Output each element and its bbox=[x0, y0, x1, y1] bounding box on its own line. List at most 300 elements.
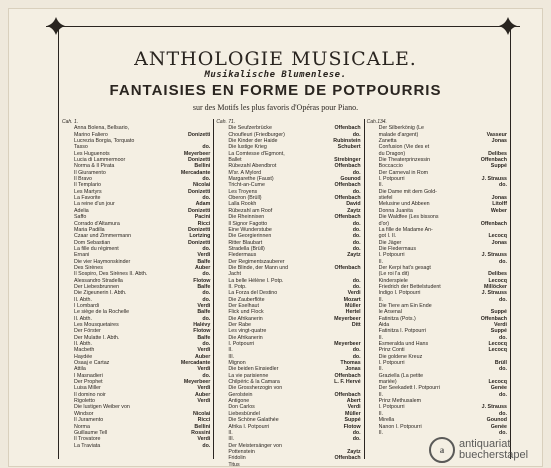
entry-title: Die Jäger bbox=[378, 239, 402, 246]
entry-composer: do. bbox=[202, 195, 211, 202]
catalog-number: Cah. 1. bbox=[62, 119, 79, 125]
entry-title: Lucrezia Borgia, Torquato bbox=[74, 138, 135, 145]
entry-composer: do. bbox=[352, 353, 361, 360]
entry-composer: Offenbach bbox=[334, 163, 361, 170]
entry-composer: J. Strauss bbox=[481, 176, 507, 183]
entry-title: II. Potp. bbox=[228, 283, 247, 290]
entry-title: Prinz Conti bbox=[378, 347, 405, 354]
entry-composer: do. bbox=[202, 442, 211, 449]
entry-composer: Suppé bbox=[490, 309, 507, 316]
entry-title: Der Prophet bbox=[74, 379, 103, 386]
entry-title: Fatinitza (Pots.) bbox=[378, 315, 416, 322]
entry-composer: Offenbach bbox=[334, 372, 361, 379]
entry-title: La Forza del Destino bbox=[228, 290, 278, 297]
entry-composer: Thomas bbox=[340, 360, 361, 367]
entry-composer: Balfe bbox=[197, 283, 211, 290]
entry-title: La Favorite bbox=[74, 195, 101, 202]
entry-title: Haydée bbox=[74, 353, 93, 360]
entry-composer: Jonas bbox=[345, 366, 361, 373]
entry-title: Die Afrikanerin bbox=[228, 315, 263, 322]
entry-title: Les Mousquetaires bbox=[74, 322, 119, 328]
catalog-column bbox=[214, 119, 364, 468]
entry-title: I. Potpourri bbox=[378, 252, 405, 259]
entry-composer: Meyerbeer bbox=[334, 341, 361, 348]
entry-title: Gerolstein bbox=[228, 391, 253, 398]
entry-title: Boccaccio bbox=[378, 163, 403, 170]
ornament-left-icon bbox=[44, 14, 68, 38]
entry-title: Aida bbox=[378, 322, 390, 328]
entry-composer: Verdi bbox=[197, 385, 211, 392]
entry-title: Die vier Haymonskinder bbox=[74, 258, 131, 265]
entry-title: Antigone bbox=[228, 398, 250, 405]
entry-composer: do. bbox=[352, 188, 361, 195]
entry-title: Alessandro Stradella bbox=[74, 277, 123, 284]
entry-title: Macbeth bbox=[74, 347, 95, 354]
entry-composer: Abert bbox=[346, 398, 361, 405]
entry-title: Die Grossherzogin von bbox=[228, 385, 283, 392]
entry-title: Lalla Rookh bbox=[228, 201, 257, 208]
entry-composer: Adam bbox=[195, 201, 211, 208]
entry-composer: J. Strauss bbox=[481, 404, 507, 411]
entry-title: Der Eselhaut bbox=[228, 302, 259, 309]
entry-title: La Comtesse d'Egmont, bbox=[228, 150, 285, 157]
entry-composer: Zaytz bbox=[347, 207, 361, 214]
entry-composer: do. bbox=[499, 258, 507, 265]
entry-title: I. Potpourri bbox=[378, 404, 405, 411]
entry-title: Don Carlos bbox=[228, 404, 255, 411]
entry-composer: Donizetti bbox=[187, 131, 211, 138]
entry-composer: Pacini bbox=[194, 214, 211, 221]
entry-composer: do. bbox=[499, 182, 507, 189]
entry-title: Eine Wunderstube bbox=[228, 226, 272, 233]
entry-title: Die Waldfee (Les bissons bbox=[378, 214, 439, 221]
entry-composer: Offenbach bbox=[334, 125, 361, 132]
entry-composer: Bellini bbox=[194, 163, 211, 170]
entry-title: I Lombardi bbox=[74, 302, 100, 309]
entry-composer: Strebinger bbox=[334, 157, 361, 164]
entry-composer: do. bbox=[202, 341, 211, 348]
entry-composer: Lecocq bbox=[488, 277, 507, 284]
entry-title: La belle Hélène I. Potp. bbox=[228, 277, 284, 284]
entry-title: du Dragon) bbox=[378, 150, 406, 157]
entry-title: La reine d'un jour bbox=[74, 201, 115, 208]
watermark-line2: buecherstapel bbox=[459, 449, 529, 461]
entry-title: Margarethe (Faust) bbox=[228, 176, 274, 183]
entry-title: Il Templario bbox=[74, 182, 101, 189]
page-tagline: sur des Motifs les plus favoris d'Opéras pour Piano. bbox=[192, 103, 359, 112]
entry-composer: do. bbox=[352, 220, 361, 227]
entry-title: II. bbox=[378, 429, 384, 436]
entry-composer: Lortzing bbox=[189, 233, 211, 240]
entry-title: II. bbox=[378, 334, 384, 341]
entry-composer: Donizetti bbox=[187, 157, 211, 164]
catalog-entry bbox=[60, 443, 213, 449]
entry-composer: Flotow bbox=[193, 277, 211, 284]
entry-title: Die Schöne Galathée bbox=[228, 417, 279, 424]
entry-composer: Donizetti bbox=[187, 188, 211, 195]
entry-composer: Lecocq bbox=[488, 347, 507, 354]
entry-title: Die Georgierinnen bbox=[228, 233, 272, 240]
entry-title: Norma & Il Pirata bbox=[74, 163, 115, 170]
entry-title: Jacht bbox=[228, 271, 241, 278]
entry-title: II. bbox=[378, 182, 384, 189]
entry-composer: Donizetti bbox=[187, 207, 211, 214]
entry-title: M'sr. A Mylord bbox=[228, 169, 262, 176]
entry-title: Ballet bbox=[228, 157, 242, 164]
entry-composer: Bellini bbox=[194, 423, 211, 430]
entry-composer: Suppé bbox=[344, 417, 361, 424]
entry-title: Les vingt-quatre bbox=[228, 328, 267, 335]
entry-composer: J. Strauss bbox=[481, 252, 507, 259]
entry-title: II. Abth. bbox=[74, 315, 92, 322]
entry-composer: Nicolai bbox=[192, 182, 211, 189]
entry-composer: Ditt bbox=[351, 322, 361, 328]
entry-title: Fledermaus bbox=[228, 252, 257, 259]
entry-composer: do. bbox=[202, 290, 211, 297]
entry-title: Die goldene Kreuz bbox=[378, 353, 423, 360]
entry-title: I. Potpourri bbox=[228, 341, 255, 348]
entry-composer: Offenbach bbox=[334, 182, 361, 189]
entry-title: Die Rheinnixen bbox=[228, 214, 265, 221]
entry-composer: Verdi bbox=[347, 404, 361, 411]
entry-composer: Donizetti bbox=[187, 239, 211, 246]
entry-composer: Offenbach bbox=[480, 315, 507, 322]
catalog-entry bbox=[214, 462, 363, 468]
entry-title: Les Troyens bbox=[228, 188, 258, 195]
entry-title: Ritter Blaubart bbox=[228, 239, 263, 246]
entry-composer: do. bbox=[202, 176, 211, 183]
entry-title: Die Kinder der Haide bbox=[228, 138, 278, 145]
entry-title: II. bbox=[378, 410, 384, 417]
entry-title: Die beiden Einsiedler bbox=[228, 366, 279, 373]
watermark-line1: antiquariat bbox=[459, 438, 511, 450]
entry-composer: Delibes bbox=[488, 271, 507, 278]
entry-composer: do. bbox=[352, 226, 361, 233]
entry-composer: Auber bbox=[195, 353, 211, 360]
entry-composer: Jonas bbox=[491, 195, 507, 202]
entry-composer: Auber bbox=[195, 391, 211, 398]
entry-composer: Offenbach bbox=[334, 195, 361, 202]
entry-composer: Meyerbeer bbox=[334, 315, 361, 322]
entry-composer: Offenbach bbox=[334, 391, 361, 398]
entry-title: Melusine und Abbeen bbox=[378, 201, 430, 208]
entry-composer: do. bbox=[499, 296, 507, 303]
entry-title: Ernani bbox=[74, 252, 90, 259]
entry-title: Dom Sebastian bbox=[74, 239, 111, 246]
entry-title: stiefel bbox=[378, 195, 393, 202]
page-subtitle: Musikalische Blumenlese. bbox=[204, 70, 347, 80]
entry-title: Der Seekadett I. Potpourri bbox=[378, 385, 440, 392]
entry-composer: Halévy bbox=[193, 322, 211, 328]
entry-title: Flick und Flock bbox=[228, 309, 264, 316]
entry-composer: Ricci bbox=[197, 220, 211, 227]
entry-composer: Weber bbox=[490, 207, 507, 214]
entry-title: Graziella (La petite bbox=[378, 372, 424, 379]
entry-composer: Verdi bbox=[197, 347, 211, 354]
entry-title: Der Mulatte I. Abth. bbox=[74, 334, 120, 341]
entry-composer: Auber bbox=[195, 264, 211, 271]
entry-title: Pottenstein bbox=[228, 448, 255, 455]
entry-title: Mirella bbox=[378, 417, 395, 424]
entry-composer: Lecocq bbox=[488, 233, 507, 240]
entry-composer: do. bbox=[352, 169, 361, 176]
entry-composer: Lecocq bbox=[488, 341, 507, 348]
entry-composer: do. bbox=[352, 233, 361, 240]
entry-title: II. bbox=[378, 366, 384, 373]
entry-title: Le siège de la Rochelle bbox=[74, 309, 130, 316]
entry-title: Oberon (Brüll) bbox=[228, 195, 262, 202]
entry-composer: Offenbach bbox=[334, 264, 361, 271]
entry-composer: do. bbox=[352, 239, 361, 246]
entry-composer: Gounod bbox=[340, 176, 361, 183]
entry-composer: Litolff bbox=[492, 201, 507, 208]
entry-composer: Jonas bbox=[491, 138, 507, 145]
entry-title: Nanon I. Potpourri bbox=[378, 423, 422, 430]
entry-title: Des Sirènes bbox=[74, 264, 103, 271]
entry-title: Windsor bbox=[74, 410, 94, 417]
entry-composer: do. bbox=[202, 245, 211, 252]
entry-title: Norma bbox=[74, 423, 90, 430]
catalog-column bbox=[365, 119, 510, 459]
entry-title: Czaar und Zimmermann bbox=[74, 233, 132, 240]
entry-title: le Arsenal bbox=[378, 309, 402, 316]
entry-title: II. Abth. bbox=[74, 296, 92, 303]
entry-title: Die Dame mit dem Gold- bbox=[378, 188, 437, 195]
entry-composer: Offenbach bbox=[480, 157, 507, 164]
entry-title: II. bbox=[228, 347, 233, 354]
entry-title: Der Carneval in Rom bbox=[378, 169, 429, 176]
entry-title: Tricht-an-Cume bbox=[228, 182, 265, 189]
entry-composer: do. bbox=[352, 277, 361, 284]
entry-title: I. Potpourri bbox=[378, 176, 405, 183]
entry-composer: Offenbach bbox=[334, 214, 361, 221]
entry-title: II. bbox=[378, 296, 384, 303]
entry-title: II. Abth. bbox=[74, 341, 92, 348]
entry-composer: Verdi bbox=[197, 398, 211, 405]
entry-composer: Genée bbox=[490, 385, 507, 392]
entry-title: d'or) bbox=[378, 220, 390, 227]
entry-title: Saffo bbox=[74, 214, 87, 221]
entry-title: I Masnadieri bbox=[74, 372, 103, 379]
entry-title: Der Liebesbrunnen bbox=[74, 283, 120, 290]
entry-title: III. bbox=[228, 436, 235, 443]
watermark-logo-icon: a bbox=[429, 437, 455, 463]
entry-composer: Flotow bbox=[343, 423, 361, 430]
entry-title: Der Förster bbox=[74, 328, 101, 335]
entry-title: Il Signor Fagotto bbox=[228, 220, 268, 227]
entry-composer: Vasseur bbox=[486, 131, 507, 138]
entry-composer: do. bbox=[499, 391, 507, 398]
catalog-column bbox=[60, 119, 214, 459]
entry-title: Il Bravo bbox=[74, 176, 92, 183]
entry-title: mariée) bbox=[378, 379, 397, 386]
entry-title: Die lustigen Weiber von bbox=[74, 404, 130, 411]
entry-title: Rübezahl Abendbrot bbox=[228, 163, 277, 170]
entry-title: Chilpéric & la Camara bbox=[228, 379, 280, 386]
entry-title: II. bbox=[378, 258, 384, 265]
entry-composer: Delibes bbox=[488, 150, 507, 157]
entry-title: Der Regimentszauberer bbox=[228, 258, 285, 265]
entry-composer: Rossini bbox=[191, 429, 211, 436]
entry-composer: Offenbach bbox=[480, 220, 507, 227]
entry-title: Les Martyrs bbox=[74, 188, 102, 195]
entry-title: Kinderspiele bbox=[378, 277, 408, 284]
entry-composer: Zaytz bbox=[347, 448, 361, 455]
entry-composer: Mercadante bbox=[180, 169, 211, 176]
entry-composer: Suppé bbox=[490, 328, 507, 335]
entry-title: Die Seufzerbrücke bbox=[228, 125, 272, 132]
entry-title: Der Rabe bbox=[228, 322, 251, 328]
entry-composer: Balfe bbox=[197, 309, 211, 316]
entry-composer: do. bbox=[352, 131, 361, 138]
entry-title: La fille de Madame An- bbox=[378, 226, 433, 233]
entry-composer: Verdi bbox=[197, 436, 211, 443]
entry-composer: Hertel bbox=[345, 309, 361, 316]
entry-title: Fridolin bbox=[228, 455, 246, 462]
entry-composer: Balfe bbox=[197, 334, 211, 341]
catalog-number: Cah. 71. bbox=[216, 119, 236, 125]
entry-title: Mignon bbox=[228, 360, 246, 367]
entry-title: Les Huguenots bbox=[74, 150, 110, 157]
entry-title: Prinz Methusalem bbox=[378, 398, 422, 405]
entry-composer: Zaytz bbox=[347, 252, 361, 259]
entry-title: Die Blinde, der Mann und bbox=[228, 264, 289, 271]
entry-title: Die Tiere am Ein Ende bbox=[378, 302, 432, 309]
entry-composer: Nicolai bbox=[192, 410, 211, 417]
entry-composer: do. bbox=[352, 347, 361, 354]
entry-composer: Ricci bbox=[197, 417, 211, 424]
entry-composer: do. bbox=[202, 372, 211, 379]
entry-composer: do. bbox=[499, 429, 507, 436]
entry-title: Maria Padilla bbox=[74, 226, 105, 233]
entry-title: Stradella (Brüll) bbox=[228, 245, 265, 252]
entry-title: Anna Bolena, Bellsario, bbox=[74, 125, 130, 132]
watermark bbox=[429, 435, 547, 465]
entry-title: Lucia di Lammermoor bbox=[74, 157, 126, 164]
entry-composer: Balfe bbox=[197, 258, 211, 265]
entry-composer: do. bbox=[352, 245, 361, 252]
entry-title: Die Zauberflöte bbox=[228, 296, 265, 303]
catalog-columns bbox=[60, 119, 510, 468]
entry-composer: do. bbox=[352, 429, 361, 436]
entry-composer: do. bbox=[352, 283, 361, 290]
entry-title: Il Giuramento bbox=[74, 169, 106, 176]
entry-title: Friedrich der Bettelstudent bbox=[378, 283, 441, 290]
entry-title: Die lustige Krieg bbox=[228, 144, 267, 151]
entry-title: Il domino noir bbox=[74, 391, 106, 398]
entry-composer: Meyerbeer bbox=[183, 150, 211, 157]
entry-composer: do. bbox=[499, 410, 507, 417]
entry-title: Afrika I. Potpourri bbox=[228, 423, 270, 430]
entry-composer: Rubinstein bbox=[333, 138, 361, 145]
entry-title: Tasso bbox=[74, 144, 88, 151]
entry-title: Fatinitza I. Potpourri bbox=[378, 328, 427, 335]
entry-title: Attila bbox=[74, 366, 86, 373]
entry-composer: Müller bbox=[345, 410, 361, 417]
entry-title: malade d'argent) bbox=[378, 131, 419, 138]
entry-composer: Suppé bbox=[490, 163, 507, 170]
entry-title: Die Fledermaus bbox=[378, 245, 417, 252]
entry-title: Die Afrikanerin bbox=[228, 334, 263, 341]
entry-composer: do. bbox=[202, 271, 211, 278]
entry-composer: do. bbox=[202, 296, 211, 303]
entry-composer: Meyerbeer bbox=[183, 379, 211, 386]
entry-title: Corrado d'Altamura bbox=[74, 220, 120, 227]
entry-title: (Le roi l'a dit) bbox=[378, 271, 410, 278]
entry-composer: Verdi bbox=[197, 302, 211, 309]
entry-title: Rigoletto bbox=[74, 398, 95, 405]
entry-title: got I. II. bbox=[378, 233, 397, 240]
entry-title: Choufleuri (Friedburger) bbox=[228, 131, 285, 138]
entry-composer: Müller bbox=[345, 302, 361, 309]
entry-title: I. Potpourri bbox=[378, 360, 405, 367]
entry-composer: Flotow bbox=[193, 328, 211, 335]
entry-composer: Offenbach bbox=[334, 455, 361, 462]
entry-composer: Brüll bbox=[494, 360, 507, 367]
page-heading: FANTAISIES EN FORME DE POTPOURRIS bbox=[109, 82, 442, 99]
entry-title: Rübezahl am Roof bbox=[228, 207, 273, 214]
entry-title: La vie parisienne bbox=[228, 372, 269, 379]
entry-title: Guillaume Tell bbox=[74, 429, 108, 436]
entry-composer: do. bbox=[499, 366, 507, 373]
entry-title: Der Silberkönig (Le bbox=[378, 125, 424, 132]
entry-title: Die Zigeunerin I. Abth. bbox=[74, 290, 127, 297]
entry-title: Donna Juanita bbox=[378, 207, 413, 214]
top-rule bbox=[46, 26, 520, 27]
entry-composer: Verdi bbox=[197, 366, 211, 373]
entry-composer: J. Strauss bbox=[481, 290, 507, 297]
entry-title: La Traviata bbox=[74, 442, 101, 449]
entry-title: III. bbox=[228, 353, 235, 360]
catalog-number: Cah.134. bbox=[366, 119, 387, 125]
entry-composer: Verdi bbox=[197, 252, 211, 259]
entry-title: Il Trovatore bbox=[74, 436, 101, 443]
entry-title: Il Juramento bbox=[74, 417, 104, 424]
entry-composer: do. bbox=[202, 315, 211, 322]
entry-title: Der Meistersänger von bbox=[228, 442, 282, 449]
entry-title: Il Sospiro, Des Sirènes II. Abth. bbox=[74, 271, 148, 278]
entry-title: La fille du régiment bbox=[74, 245, 119, 252]
entry-composer: Schubert bbox=[337, 144, 361, 151]
ornament-right-icon bbox=[496, 14, 520, 38]
entry-composer: Millöcker bbox=[484, 283, 507, 290]
entry-title: Liebesbündel bbox=[228, 410, 260, 417]
entry-composer: do. bbox=[202, 144, 211, 151]
entry-composer: Genée bbox=[490, 423, 507, 430]
entry-title: Titus bbox=[228, 461, 240, 468]
entry-composer: Verdi bbox=[347, 290, 361, 297]
watermark-text bbox=[459, 439, 528, 461]
entry-composer: do. bbox=[352, 436, 361, 443]
entry-title: Luisa Miller bbox=[74, 385, 101, 392]
page-title: ANTHOLOGIE MUSICALE. bbox=[134, 48, 417, 70]
entry-title: Indigo I. Potpourri bbox=[378, 290, 421, 297]
entry-title: Confusion (Vie des et bbox=[378, 144, 430, 151]
entry-composer: L. F. Hervé bbox=[334, 379, 361, 386]
entry-composer: Mercadante bbox=[180, 360, 211, 367]
entry-title: II. bbox=[378, 391, 384, 398]
entry-composer: do. bbox=[499, 334, 507, 341]
entry-title: Zanetta bbox=[378, 138, 397, 145]
entry-composer: Donizetti bbox=[187, 226, 211, 233]
entry-title: Esmeralda und Hans bbox=[378, 341, 429, 348]
entry-title: Marino Faliero bbox=[74, 131, 108, 138]
entry-composer: Lecocq bbox=[488, 379, 507, 386]
entry-composer: Gounod bbox=[486, 417, 507, 424]
entry-title: Osaaj e Cartaz bbox=[74, 360, 110, 367]
entry-composer: Verdi bbox=[494, 322, 507, 328]
entry-composer: Mozart bbox=[343, 296, 361, 303]
